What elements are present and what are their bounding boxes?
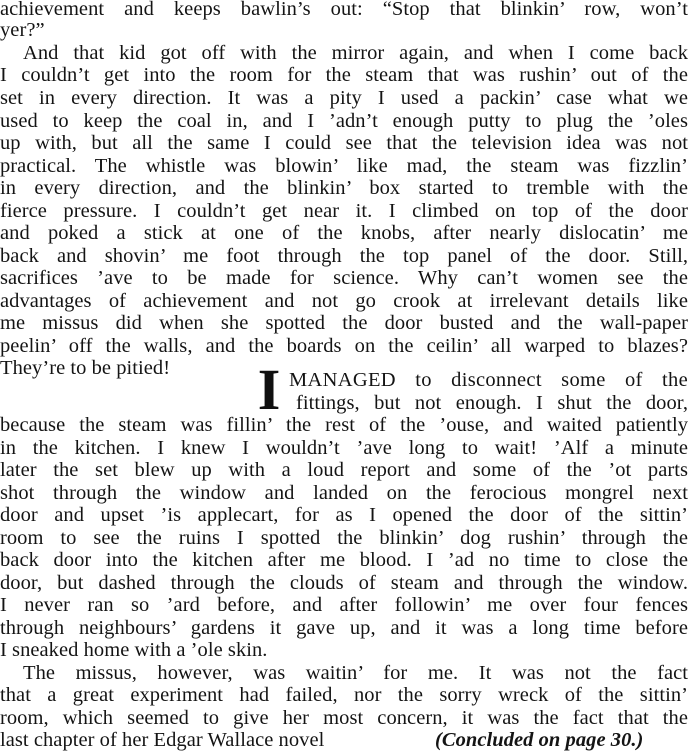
text-line: And that kid got off with the mirror again, and when I come back [23,42,688,64]
text-line: up with, but all the same I could see that the television idea was not [0,132,688,154]
text-line: and poked a stick at one of the knobs, after nearly dislocatin’ me [0,222,688,244]
text-line: that a great experiment had failed, nor the sorry wreck of the sittin’ [0,684,688,706]
text-line: practical. The whistle was blowin’ like mad, the steam was fizzlin’ [0,155,688,177]
text-line: MANAGED to disconnect some of the [289,369,688,391]
text-line: I couldn’t get into the room for the steam that was rushin’ out of the [0,64,688,86]
text-line: me missus did when she spotted the door busted and the wall-paper [0,312,688,334]
text-line: peelin’ off the walls, and the boards on the ceilin’ all warped to blazes? [0,335,688,357]
text-line: in the kitchen. I knew I wouldn’t ’ave long to wait! ’Alf a minute [0,437,688,459]
text-line: I never ran so ’ard before, and after followin’ me over four fences [0,594,688,616]
text-line: fierce pressure. I couldn’t get near it. I climbed on top of the door [0,200,688,222]
text-line: room to see the ruins I spotted the blinkin’ dog rushin’ through the [0,527,688,549]
text-line: door, but dashed through the clouds of steam and through the window. [0,572,688,594]
drop-cap: I [257,357,281,422]
text-line: back door into the kitchen after me blood. I ’ad no time to close the [0,549,688,571]
text-line: later the set blew up with a loud report and some of the ’ot parts [0,459,688,481]
text-line: room, which seemed to give her most concern, it was the fact that the [0,707,688,729]
text-line: door and upset ’is applecart, for as I opened the door of the sittin’ [0,504,688,526]
text-line: set in every direction. It was a pity I used a packin’ case what we [0,87,688,109]
text-line: last chapter of her Edgar Wallace novel [0,729,325,751]
text-line: in every direction, and the blinkin’ box started to tremble with the [0,177,688,199]
text-line: The missus, however, was waitin’ for me. It was not the fact [23,662,688,684]
text-line: used to keep the coal in, and I ’adn’t enough putty to plug the ’oles [0,110,688,132]
text-line: fittings, but not enough. I shut the door, [296,392,688,414]
text-line: They’re to be pitied! [0,357,171,379]
text-line: shot through the window and landed on the ferocious mongrel next [0,482,688,504]
text-line: achievement and keeps bawlin’s out: “Stop that blinkin’ row, won’t [0,0,688,20]
text-line: I sneaked home with a ’ole skin. [0,639,268,661]
text-line: because the steam was fillin’ the rest of the ’ouse, and waited patiently [0,414,688,436]
text-line: sacrifices ’ave to be made for science. Why can’t women see the [0,267,688,289]
text-line: back and shovin’ me foot through the top panel of the door. Still, [0,245,688,267]
text-line: yer?” [0,19,45,41]
continuation-note: (Concluded on page 30.) [435,729,644,751]
text-line: through neighbours’ gardens it gave up, and it was a long time before [0,617,688,639]
text-line: advantages of achievement and not go crook at irrelevant details like [0,290,688,312]
